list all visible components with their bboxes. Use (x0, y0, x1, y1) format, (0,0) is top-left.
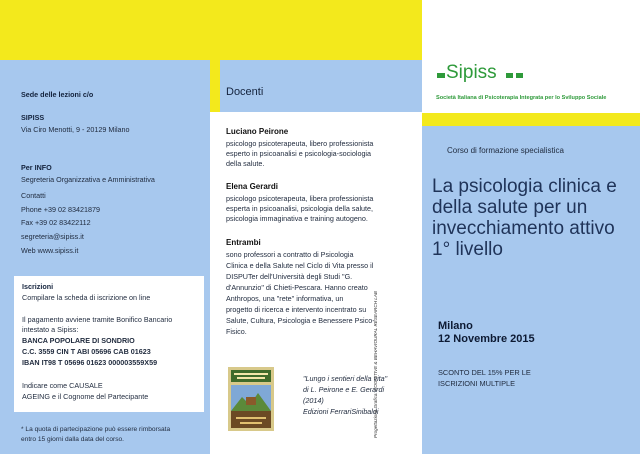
course-title-line: della salute per un (432, 197, 588, 218)
middle-yellow-band-left (210, 60, 220, 112)
entrambi-text: Fisico. (226, 327, 247, 336)
middle-panel (210, 0, 422, 454)
entrambi-text: d'Annunzio" di Chieti-Pescara. Hanno creato (226, 283, 368, 292)
bank-iban: IBAN IT98 T 05696 01623 000003559X59 (22, 358, 158, 367)
info-line-fax: Fax +39 02 83422112 (21, 218, 91, 227)
logo-dash-right-b-icon (516, 73, 523, 78)
teacher1-bio: esperto in psicoanalisi e psicologia-sociologia (226, 149, 372, 158)
iscrizioni-line: Compilare la scheda di iscrizione on line (22, 293, 151, 302)
book-year: (2014) (303, 396, 324, 405)
logo-dash-right-a-icon (506, 73, 513, 78)
iscrizioni-line: Il pagamento avviene tramite Bonifico Bancario (22, 315, 173, 324)
info-line-secretary: Segreteria Organizzativa e Amministrativa (21, 175, 155, 184)
entrambi-text: Anthropos, una "rete" informativa, un (226, 294, 344, 303)
course-title-line: 1° livello (432, 239, 503, 260)
iscrizioni-line: Indicare come CAUSALE (22, 381, 103, 390)
info-line-email: segreteria@sipiss.it (21, 232, 84, 241)
course-title (432, 176, 637, 260)
iscrizioni-box (14, 276, 204, 412)
info-line-contacts: Contatti (21, 191, 46, 200)
info-line-web: Web www.sipiss.it (21, 246, 79, 255)
footnote-line: entro 15 giorni dalla data del corso. (21, 436, 125, 443)
book-publisher: Edizioni FerrariSinibaldi (303, 407, 379, 416)
entrambi-text: DISPUTer dell'Università degli Studi "G. (226, 272, 353, 281)
course-type: Corso di formazione specialistica (447, 146, 564, 155)
bank-name: BANCA POPOLARE DI SONDRIO (22, 336, 135, 345)
discount-line: ISCRIZIONI MULTIPLE (438, 379, 516, 388)
iscrizioni-heading: Iscrizioni (22, 282, 54, 291)
left-yellow-band (0, 0, 210, 60)
iscrizioni-line: intestato a Sipiss: (22, 325, 79, 334)
book-authors: di L. Peirone e E. Gerardi (303, 385, 385, 394)
teacher2-bio: psicologia immaginativa e training autogeno. (226, 214, 368, 223)
middle-yellow-band-top (210, 0, 422, 60)
info-line-phone: Phone +39 02 83421879 (21, 205, 100, 214)
teacher1-bio: della salute. (226, 159, 265, 168)
teacher2-bio: esperta in psicoanalisi, psicologia della salute, (226, 204, 374, 213)
logo-dash-left-icon (437, 73, 445, 78)
event-date: 12 Novembre 2015 (438, 333, 535, 345)
address: Via Ciro Menotti, 9 - 20129 Milano (21, 125, 130, 134)
course-title-line: La psicologia clinica e (432, 176, 617, 197)
teacher1-bio: psicologo psicoterapeuta, libero professionista (226, 139, 374, 148)
entrambi-text: progetto di ricerca e intervento incentrato su (226, 305, 367, 314)
book-cover-image (228, 367, 274, 431)
course-title-line: invecchiamento attivo (432, 218, 615, 239)
entrambi-label: Entrambi (226, 238, 261, 247)
event-city: Milano (438, 320, 473, 332)
sipiss-heading: SIPISS (21, 113, 45, 122)
entrambi-text: Clinica e della Salute nel Ciclo di Vita presso il (226, 261, 374, 270)
logo-subtitle: Società Italiana di Psicoterapia Integrata per lo Sviluppo Sociale (436, 95, 607, 101)
logo-area (422, 0, 640, 113)
teacher2-name: Elena Gerardi (226, 182, 279, 191)
sede-heading: Sede delle lezioni c/o (21, 90, 94, 99)
iscrizioni-line: AGEING e il Cognome del Partecipante (22, 392, 149, 401)
book-title: "Lungo i sentieri della vita" (303, 374, 388, 383)
discount-line: SCONTO DEL 15% PER LE (438, 368, 531, 377)
info-heading: Per INFO (21, 163, 52, 172)
teacher2-bio: psicologo psicoterapeuta, libera professionista (226, 194, 374, 203)
teacher1-name: Luciano Peirone (226, 127, 289, 136)
docenti-label: Docenti (226, 86, 264, 98)
vertical-credit: Progettazione Grafica: COGNITIVE & BEHAVIOURAL RESEARCH LAB (373, 291, 378, 438)
entrambi-text: Salute, Cultura, Psicologia e Benessere Psico- (226, 316, 375, 325)
docenti-header (220, 60, 422, 112)
footnote-line: * La quota di partecipazione può essere rimborsata (21, 426, 171, 433)
left-panel (0, 0, 210, 454)
bank-account: C.C. 3559 CIN T ABI 05696 CAB 01623 (22, 347, 151, 356)
logo-text: Sipiss (446, 62, 497, 83)
right-yellow-band (422, 113, 640, 126)
entrambi-text: sono professori a contratto di Psicologia (226, 250, 354, 259)
